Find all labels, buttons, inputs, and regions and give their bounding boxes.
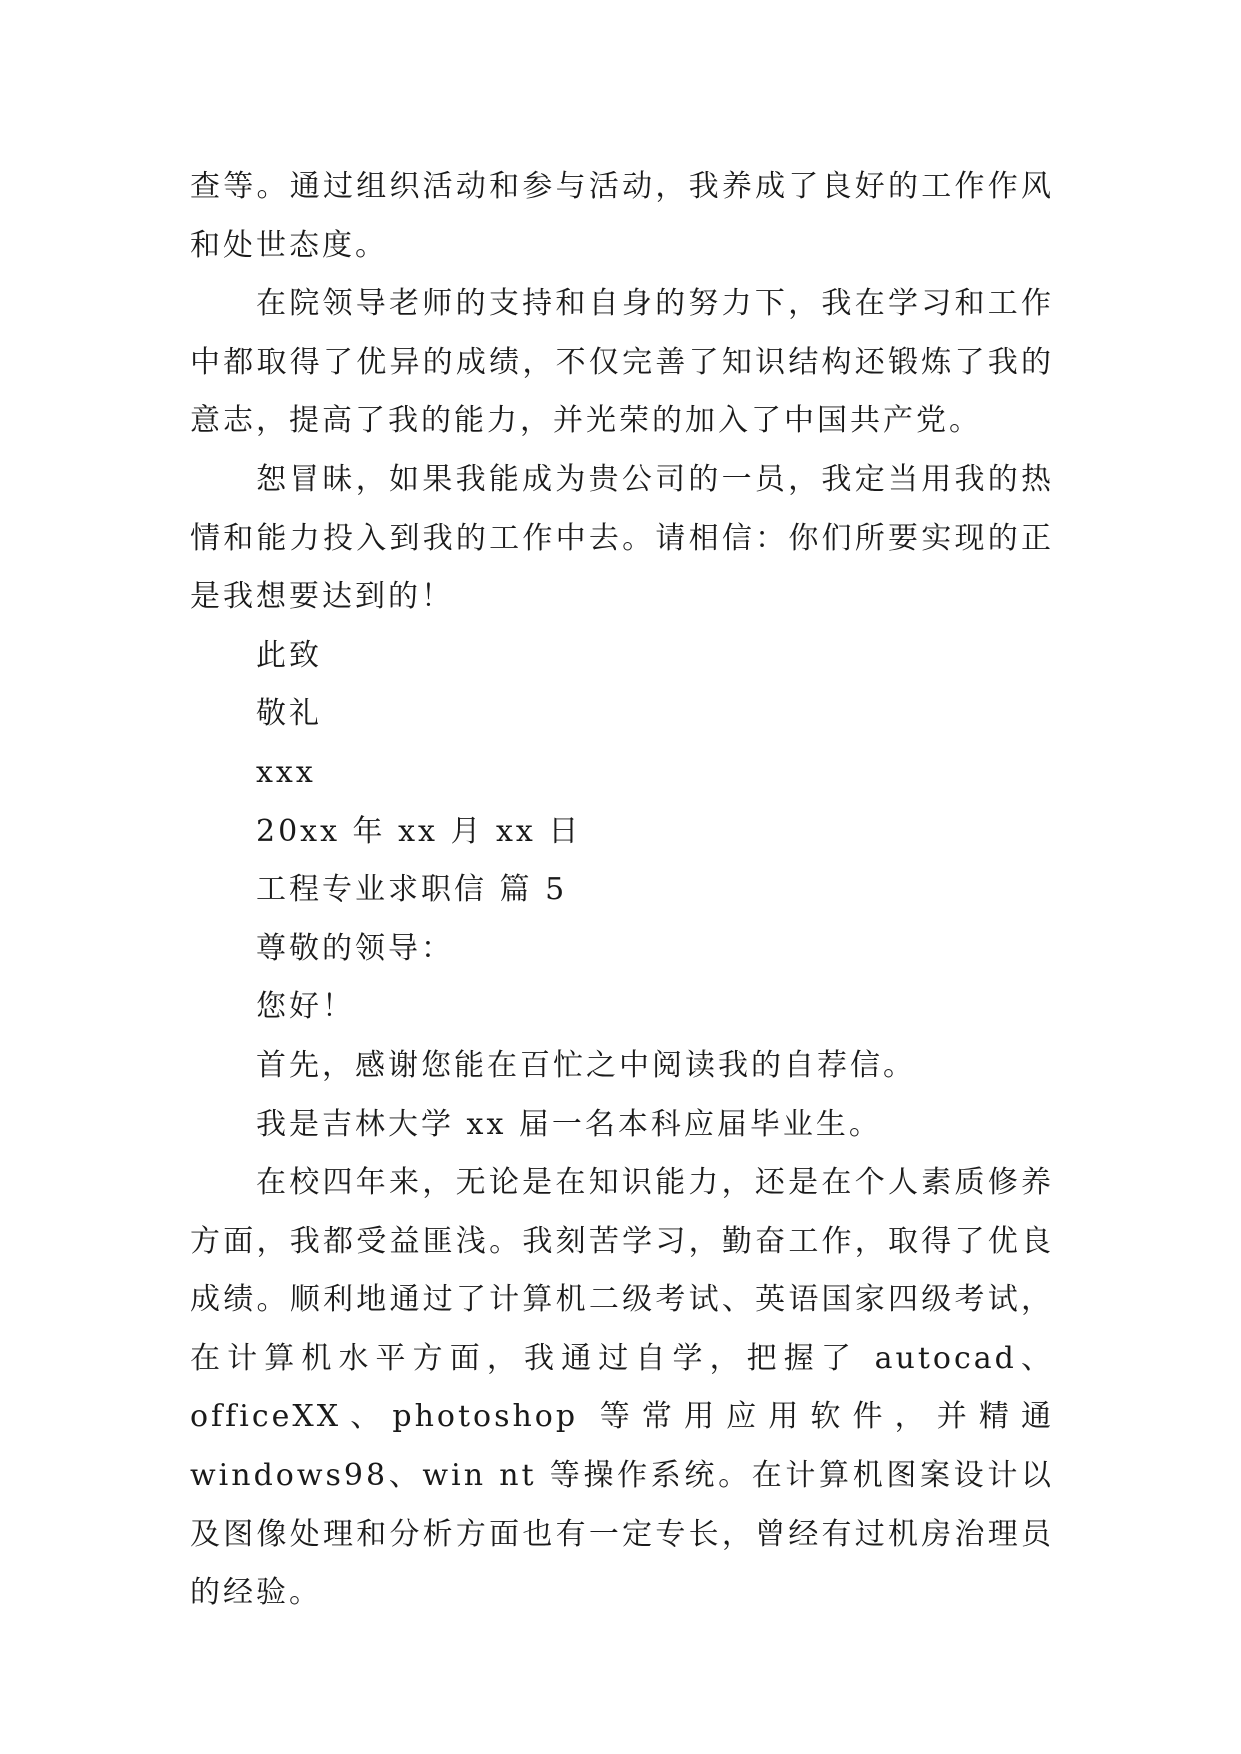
document-body xyxy=(190,158,1054,1623)
closing-salute: 敬礼 xyxy=(256,696,322,732)
body-paragraph: 在校四年来，无论是在知识能力，还是在个人素质修养方面，我都受益匪浅。我刻苦学习，勤奋工作，取得了优良成绩。顺利地通过了计算机二级考试、英语国家四级考试，在计算机水平方面，我通过自学，把握了 autocad、officeXX、photoshop 等常用应用软件，并精通 windows98、win nt 等操作系统。在计算机图案设计以及图像处理和分析方面也有一定专长，曾经有过机房治理员的经验。 xyxy=(190,1165,1054,1611)
section-heading: 工程专业求职信 篇 5 xyxy=(256,872,568,908)
signature: xxx xyxy=(256,754,316,790)
body-paragraph: 恕冒昧，如果我能成为贵公司的一员，我定当用我的热情和能力投入到我的工作中去。请相信：你们所要实现的正是我想要达到的！ xyxy=(190,461,1054,615)
body-paragraph: 我是吉林大学 xx 届一名本科应届毕业生。 xyxy=(256,1106,882,1142)
greeting: 您好！ xyxy=(256,989,355,1025)
salutation: 尊敬的领导： xyxy=(256,930,454,966)
body-paragraph: 查等。通过组织活动和参与活动，我养成了良好的工作作风和处世态度。 xyxy=(190,169,1054,263)
body-paragraph: 在院领导老师的支持和自身的努力下，我在学习和工作中都取得了优异的成绩，不仅完善了知识结构还锻炼了我的意志，提高了我的能力，并光荣的加入了中国共产党。 xyxy=(190,286,1054,439)
letter-date: 20xx 年 xx 月 xx 日 xyxy=(256,813,582,849)
closing-regards: 此致 xyxy=(256,637,322,673)
body-paragraph: 首先，感谢您能在百忙之中阅读我的自荐信。 xyxy=(256,1047,916,1083)
